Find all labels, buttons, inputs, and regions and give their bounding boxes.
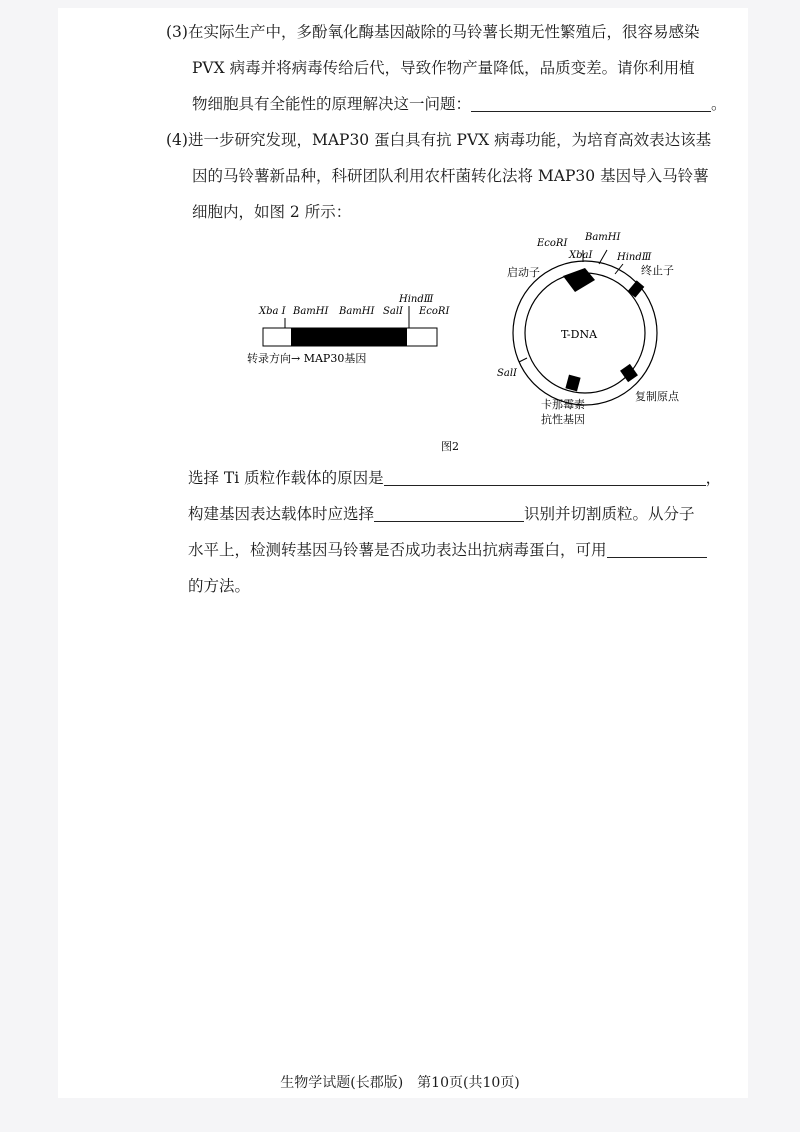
terminator-label: 终止子 <box>641 264 674 277</box>
q3-line1: (3)在实际生产中，多酚氧化酶基因敲除的马铃薯长期无性繁殖后，很容易感染 <box>166 23 700 41</box>
q4-line1: (4)进一步研究发现，MAP30 蛋白具有抗 PVX 病毒功能，为培育高效表达该基 <box>166 131 712 149</box>
sal-site-tick <box>519 358 527 362</box>
after-line1 <box>188 460 748 496</box>
promoter-label: 启动子 <box>507 266 540 279</box>
after-line2 <box>188 496 748 532</box>
answer-blank-q3[interactable] <box>471 93 711 112</box>
plasmid-hind-label: HindⅢ <box>617 252 652 263</box>
kan-label-line1: 卡那霉素 <box>541 398 585 411</box>
after-line2-end: 识别并切割质粒。从分子 <box>524 505 695 523</box>
q3-line3 <box>166 86 746 122</box>
bam-site-tick <box>599 250 607 264</box>
after-line1-end: ， <box>705 469 722 487</box>
gene-sal-label: SalⅠ <box>383 306 403 317</box>
ti-plasmid <box>497 232 680 426</box>
gene-eco-label: EcoRⅠ <box>419 306 450 317</box>
gene-hind-label: HindⅢ <box>399 294 434 305</box>
gene-xba-label: Xba Ⅰ <box>259 306 286 317</box>
map30-gene-construct <box>247 294 450 365</box>
kan-resistance-block <box>565 375 580 392</box>
plasmid-bam-label: BamHⅠ <box>585 232 621 243</box>
after-line1-text: 选择 Ti 质粒作载体的原因是 <box>188 469 384 487</box>
answer-blank-enzyme[interactable] <box>374 503 524 522</box>
after-line3 <box>188 532 748 568</box>
answer-blank-ti-reason[interactable] <box>384 467 706 486</box>
question-4 <box>166 122 746 230</box>
gene-bam2-label: BamHⅠ <box>339 306 375 317</box>
promoter-block <box>563 268 595 292</box>
plasmid-xba-label: XbaⅠ <box>569 250 593 261</box>
page-footer: 生物学试题(长郡版) 第10页(共10页) <box>280 1075 520 1091</box>
question-3 <box>166 14 746 122</box>
q3-line3-text: 物细胞具有全能性的原理解决这一问题： <box>192 95 472 113</box>
q3-line3-end: 。 <box>711 95 727 113</box>
answer-blank-method[interactable] <box>607 539 707 558</box>
plasmid-sal-label: SalⅠ <box>497 368 517 379</box>
q3-line2: PVX 病毒并将病毒传给后代，导致作物产量降低，品质变差。请你利用植 <box>192 59 695 77</box>
figure-caption: 图2 <box>441 440 459 453</box>
q4-line2: 因的马铃薯新品种，科研团队利用农杆菌转化法将 MAP30 基因导入马铃薯 <box>192 167 709 185</box>
question-4-blanks <box>188 460 748 604</box>
kan-label-line2: 抗性基因 <box>541 413 585 426</box>
tdna-label: T-DNA <box>561 328 598 341</box>
q4-line3: 细胞内，如图 2 所示： <box>192 203 352 221</box>
terminator-block <box>628 280 645 297</box>
after-line3-text: 水平上，检测转基因马铃薯是否成功表达出抗病毒蛋白，可用 <box>188 541 607 559</box>
ori-label: 复制原点 <box>635 390 679 403</box>
after-line2-text: 构建基因表达载体时应选择 <box>188 505 375 523</box>
after-line4: 的方法。 <box>188 577 251 595</box>
plasmid-eco-label: EcoRⅠ <box>537 238 568 249</box>
hind-site-tick <box>615 264 623 274</box>
figure-2-diagram <box>245 228 725 458</box>
map30-coding-region <box>291 328 407 346</box>
gene-caption: 转录方向→ MAP30基因 <box>247 352 367 365</box>
gene-bam1-label: BamHⅠ <box>293 306 329 317</box>
